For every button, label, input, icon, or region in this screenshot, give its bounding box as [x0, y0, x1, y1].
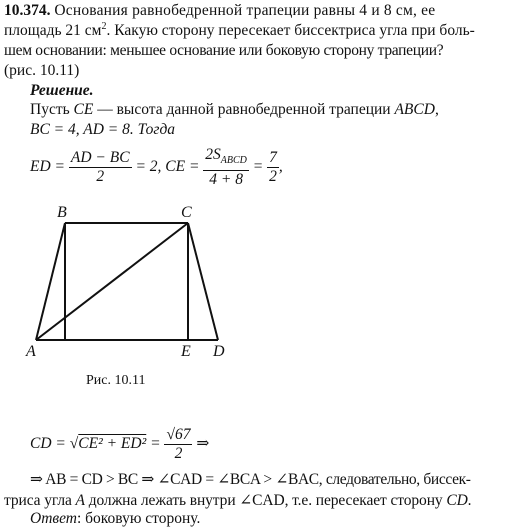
problem-text-2a: площадь 21 см [4, 22, 102, 39]
sol-text-1b: — высота данной равнобедренной трапеции [93, 101, 395, 118]
eq1-mid: = 2, CE = [135, 158, 200, 176]
sol-abcd: ABCD [394, 101, 435, 118]
answer-text: : боковую сторону. [76, 510, 201, 527]
superscript-2: 2 [101, 21, 107, 32]
eq1-num3: 7 [269, 149, 277, 167]
problem-text-2b: . Какую сторону пересекает биссектриса угла при боль- [106, 22, 475, 39]
solution-line-2: BC = 4, AD = 8. Тогда [30, 121, 176, 138]
eq1-num1: AD − BC [70, 149, 130, 167]
eq2-root: CE² + ED² [78, 435, 147, 453]
problem-line-1 [4, 2, 435, 20]
equation-ed-ce [30, 146, 283, 189]
eq1-num2-main: 2S [205, 146, 221, 163]
eq2-eq: = [150, 435, 161, 453]
sol-text-4b: должна лежать внутри ∠CAD, т.е. пересекает сторону [84, 492, 447, 509]
solution-heading: Решение. [30, 82, 94, 99]
label-b: B [57, 204, 67, 221]
sol-text-1c: , [434, 101, 439, 118]
figure-caption: Рис. 10.11 [86, 373, 146, 388]
eq1-fraction-2 [203, 146, 249, 189]
sqrt-sign: √ [69, 435, 79, 453]
eq1-den1: 2 [96, 168, 105, 186]
sol-text-4a: триса угла [4, 492, 76, 509]
sol-text-4c: . [467, 492, 472, 509]
side-ab [36, 223, 65, 340]
problem-line-3: шем основании: меньшее основание или боковую сторону трапеции? [4, 42, 444, 59]
eq2-fraction [164, 426, 192, 463]
eq1-fraction-3 [267, 149, 279, 186]
label-c: C [181, 204, 192, 221]
label-a: A [26, 343, 36, 360]
eq1-den2: 4 + 8 [209, 171, 243, 189]
sol-text-1a: Пусть [30, 101, 74, 118]
problem-line-2 [4, 22, 475, 40]
answer-label: Ответ [30, 510, 77, 527]
eq1-num2 [203, 146, 249, 171]
problem-text-1: Основания равнобедренной трапеции равны 4 и 8 см, ее [54, 2, 436, 19]
eq2-den: 2 [174, 445, 183, 462]
label-d: D [213, 343, 225, 360]
eq1-eq: = [252, 158, 264, 176]
problem-line-4: (рис. 10.11) [4, 62, 80, 79]
problem-number: 10.374. [4, 2, 51, 19]
eq1-fraction-1 [69, 149, 132, 186]
diagonal-ac [36, 223, 188, 340]
eq1-den3: 2 [269, 168, 277, 186]
eq1-tail: , [278, 158, 283, 176]
label-e: E [181, 343, 191, 360]
sol-ce: CE [73, 101, 94, 118]
answer-line [30, 510, 200, 528]
eq2-arrow: ⇒ [196, 435, 210, 453]
equation-cd [30, 426, 209, 463]
side-cd [188, 223, 218, 340]
eq1-ed: ED = [30, 158, 65, 176]
solution-line-3: ⇒ AB = CD > BC ⇒ ∠CAD = ∠BCA > ∠BAC, следовательно, биссек- [30, 471, 471, 488]
sol-cd: CD [446, 492, 468, 509]
sol-a: A [75, 492, 85, 509]
solution-line-1 [30, 101, 439, 119]
eq1-num2-sub: ABCD [220, 155, 247, 167]
solution-line-4 [4, 491, 471, 510]
trapezoid-figure [0, 200, 260, 360]
eq2-cd: CD = [30, 435, 66, 453]
eq2-num: √67 [166, 426, 191, 443]
